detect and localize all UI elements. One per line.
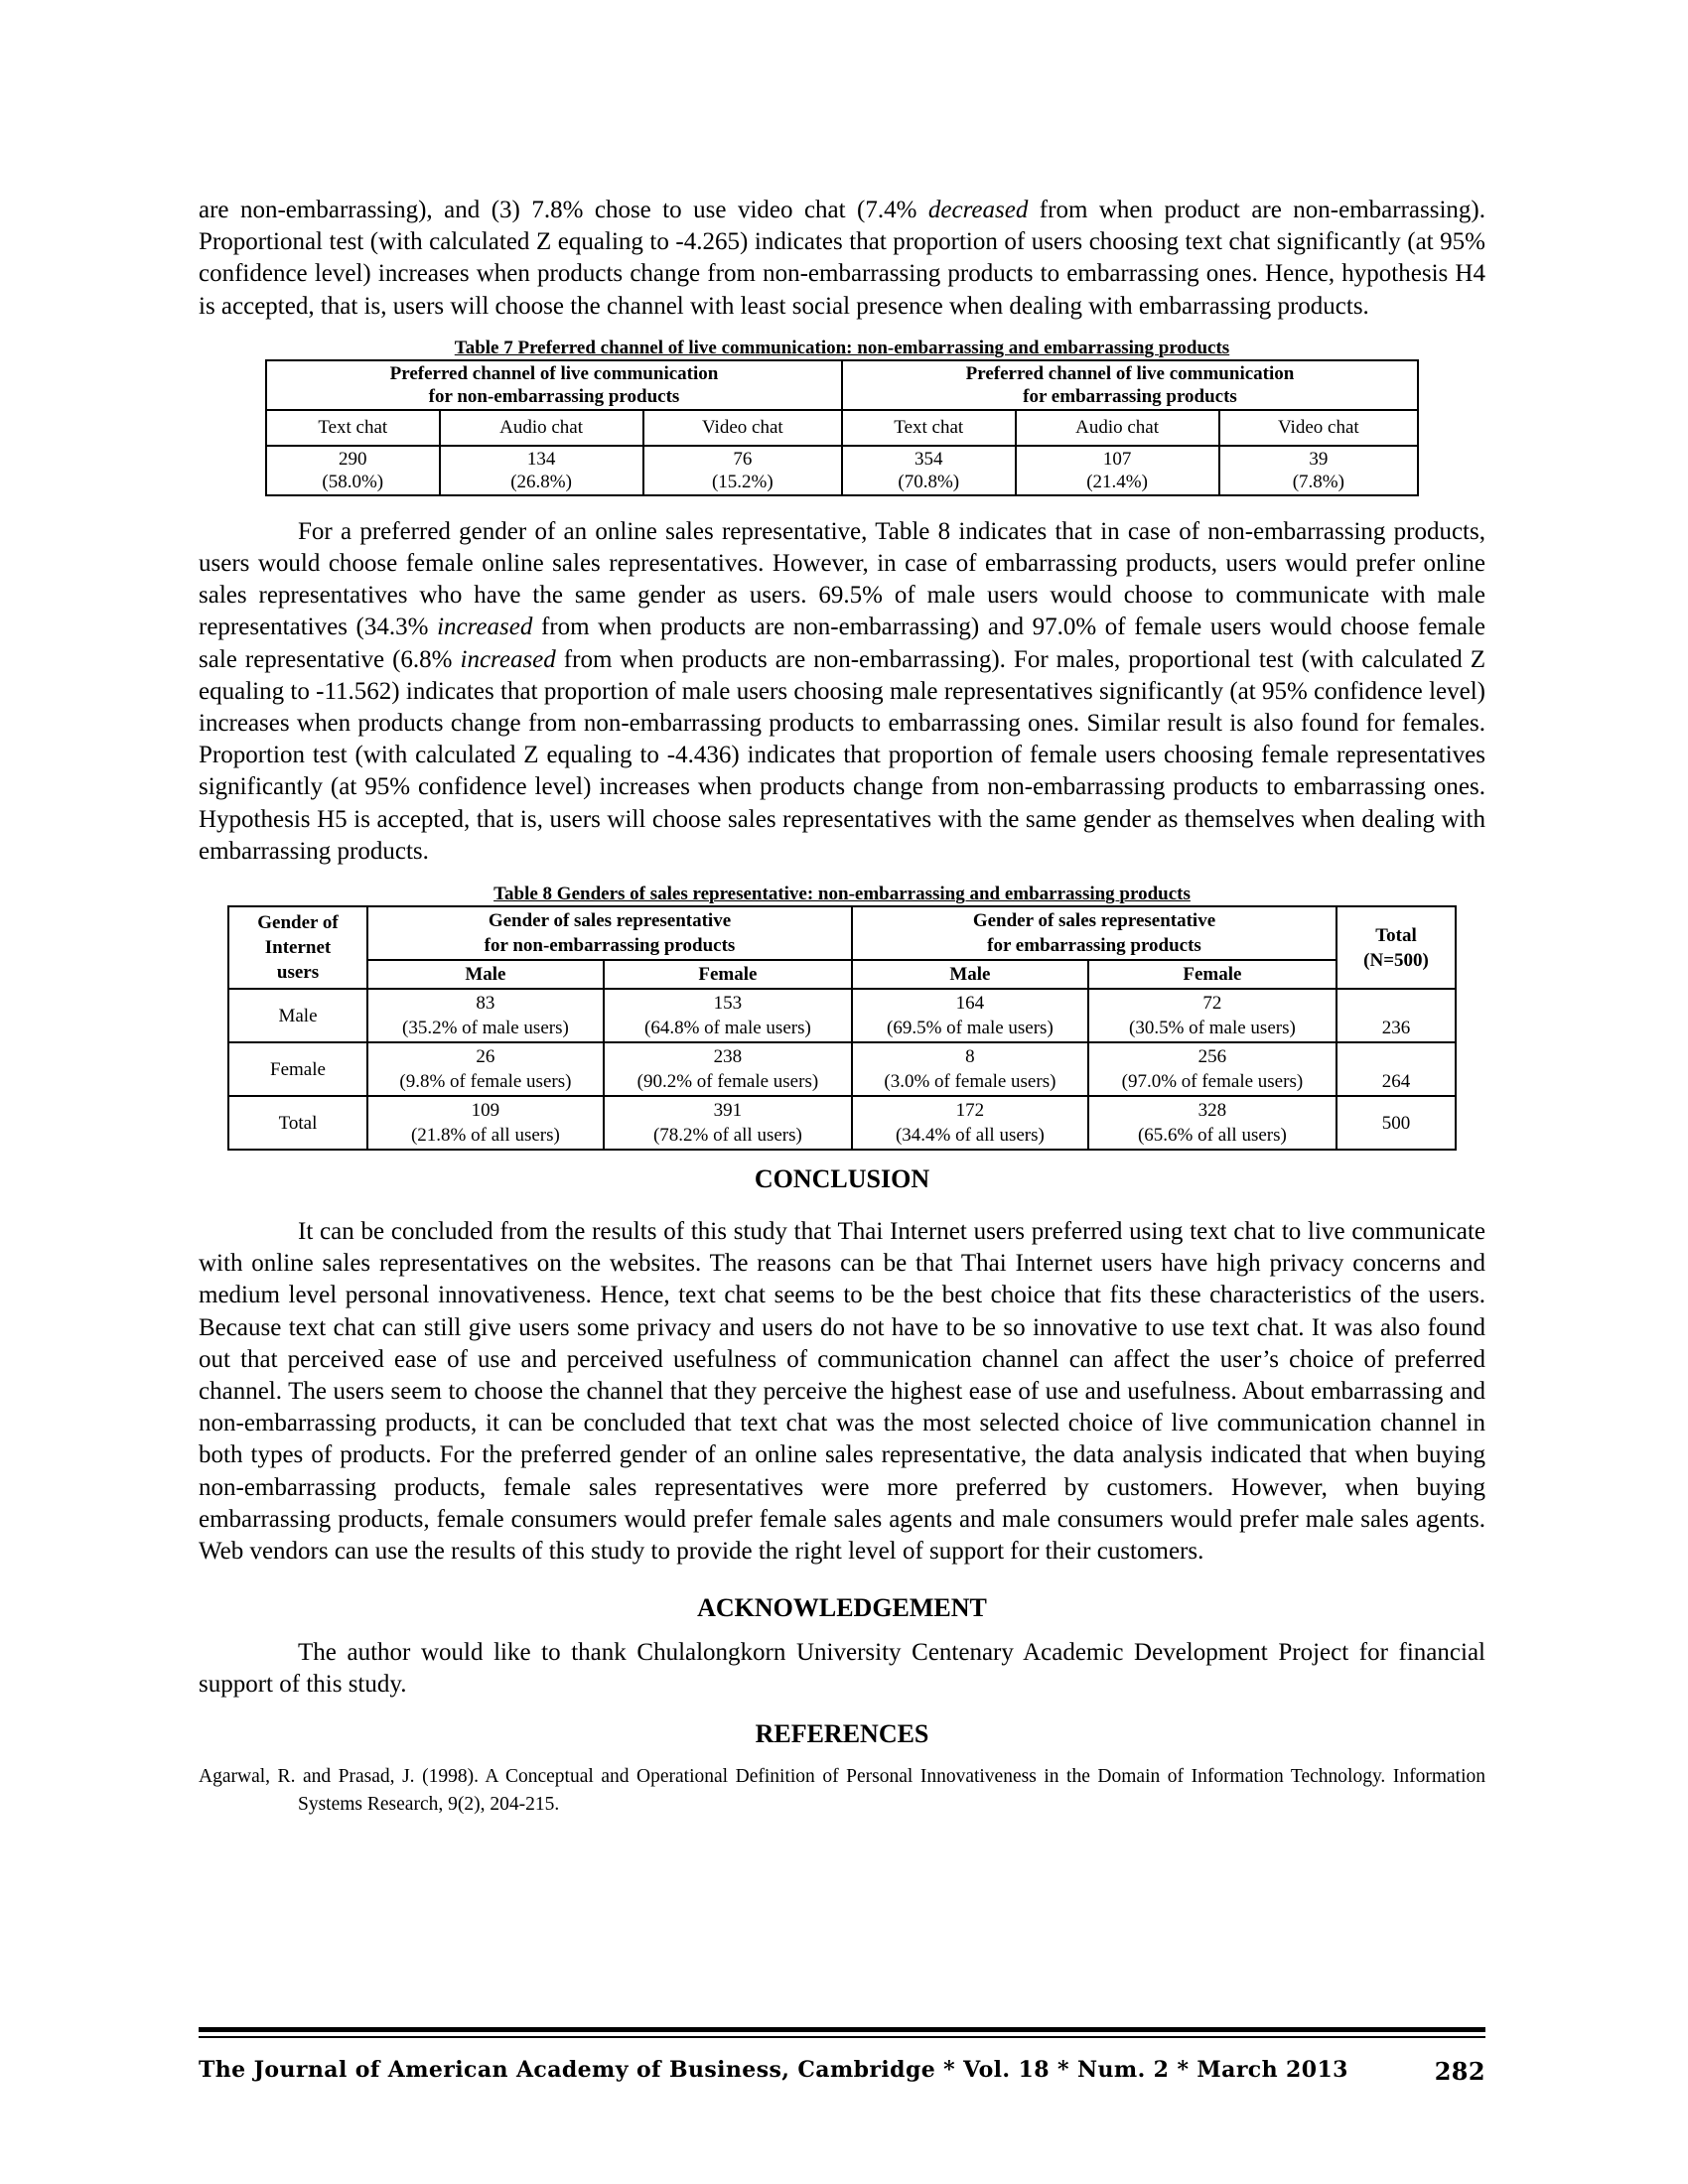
table7-caption: Table 7 Preferred channel of live communication: non-embarrassing and embarrassing products (454, 337, 1230, 358)
table7-cell (440, 446, 643, 495)
table8-cell (852, 989, 1088, 1042)
journal-footer (199, 2057, 1485, 2086)
table7-count: 290 (339, 448, 367, 470)
table8-corner-line3: users (276, 962, 320, 984)
para2-text-a: For a preferred gender of an online sales representative, Table 8 indicates that in case of non-embarrassing products, users would choose female online sales representatives. However, in case of embarrassing products, users would prefer online sales representatives who have the same gender as users. 69.5% of male users would choose to communicate with male representatives (34.3% (199, 517, 1485, 641)
table7-cell (1016, 446, 1219, 495)
table8-percent: (3.0% of female users) (884, 1071, 1056, 1093)
table8-total-line2: (N=500) (1363, 949, 1429, 971)
table8-count: 328 (1197, 1100, 1227, 1122)
table8-percent: (69.5% of male users) (887, 1018, 1054, 1039)
para2-text-b: from when products are non-embarrassing) and 97.0% of female users would choose female sale representative (6.8% (199, 614, 1486, 673)
table7-count: 107 (1102, 448, 1132, 470)
references-heading: REFERENCES (755, 1718, 929, 1748)
table7-group2-line2: for embarrassing products (1023, 385, 1237, 407)
table7-group1-line2: for non-embarrassing products (428, 385, 680, 407)
table7-col-header: Video chat (1219, 410, 1418, 446)
table7-cell (1219, 446, 1418, 495)
table8-row-label: Male (228, 989, 367, 1042)
table7-col-header: Text chat (842, 410, 1016, 446)
table8-group1-line2: for non-embarrassing products (484, 935, 736, 957)
table7 (265, 359, 1419, 496)
table8-count: 153 (713, 993, 743, 1015)
table8-cell (1088, 1042, 1336, 1096)
table7-count: 39 (1309, 448, 1329, 470)
footer-rule-thin (199, 2036, 1485, 2038)
para1-emphasis: decreased (927, 197, 1029, 223)
table7-column-row (266, 410, 1418, 446)
table7-col-header: Audio chat (1016, 410, 1219, 446)
table7-percent: (7.8%) (1292, 471, 1344, 492)
table7-percent: (21.4%) (1086, 471, 1148, 492)
table8-cell (367, 989, 604, 1042)
table8-total-cell: 236 (1336, 989, 1456, 1042)
table8-percent: (9.8% of female users) (399, 1071, 572, 1093)
table8-count: 109 (471, 1100, 500, 1122)
table8-count: 72 (1202, 993, 1222, 1015)
table7-percent: (58.0%) (322, 471, 384, 492)
table8-count: 164 (955, 993, 985, 1015)
page-content (199, 195, 1485, 1819)
table7-group1-line1: Preferred channel of live communication (389, 362, 719, 384)
footer-rule-thick (199, 2027, 1485, 2032)
table8-caption: Table 8 Genders of sales representative: non-embarrassing and embarrassing products (493, 884, 1191, 905)
table7-col-header: Video chat (643, 410, 842, 446)
table7-col-header: Text chat (266, 410, 440, 446)
table8-total-header (1336, 906, 1456, 989)
table8-count: 391 (713, 1100, 743, 1122)
table7-cell (842, 446, 1016, 495)
table7-count: 134 (526, 448, 556, 470)
table8-cell (1088, 1096, 1336, 1150)
table8-group2-line1: Gender of sales representative (972, 910, 1216, 932)
table7-col-header: Audio chat (440, 410, 643, 446)
table8-cell (852, 1042, 1088, 1096)
table8-percent: (78.2% of all users) (652, 1125, 802, 1147)
table7-percent: (70.8%) (898, 471, 960, 492)
conclusion-paragraph: It can be concluded from the results of this study that Thai Internet users preferred using text chat to live communicate with online sales representatives on the websites. The reasons can be that Thai Internet users have high privacy concerns and medium level personal innovativeness. Hence, text chat seems to be the best choice that fits these characteristics of the users. Because text chat can still give users some privacy and users do not have to be so innovative to use text chat. It was also found out that perceived ease of use and perceived usefulness of communication channel can affect the user’s choice of preferred channel. The users seem to choose the channel that they perceive the highest ease of use and usefulness. About embarrassing and non-embarrassing products, it can be concluded that text chat was the most selected choice of live communication channel in both types of products. For the preferred gender of an online sales representative, the data analysis indicated that when buying non-embarrassing products, female sales representatives were more preferred by customers. However, when buying embarrassing products, female consumers would prefer female sales agents and male consumers would prefer male sales agents. Web vendors can use the results of this study to provide the right level of support for their customers. (199, 1218, 1485, 1566)
table8-sub-header: Male (367, 960, 604, 989)
table8-count: 172 (955, 1100, 985, 1122)
table7-count: 76 (733, 448, 753, 470)
reference-item: Agarwal, R. and Prasad, J. (1998). A Conceptual and Operational Definition of Personal Innovativeness in the Domain of Information Technology. Information Systems Research, 9(2), 204-215. (199, 1765, 1485, 1815)
table8-group1-line1: Gender of sales representative (488, 910, 732, 932)
paragraph-h4-result (199, 195, 1485, 323)
table8-percent: (21.8% of all users) (410, 1125, 560, 1147)
table8-group-nonembarrassing (367, 906, 852, 960)
para2-emphasis-1: increased (437, 614, 533, 641)
table8-sub-header: Female (604, 960, 852, 989)
table8-group-embarrassing (852, 906, 1336, 960)
table8-cell (367, 1042, 604, 1096)
acknowledgement-heading: ACKNOWLEDGEMENT (697, 1593, 987, 1623)
table7-data-row (266, 446, 1418, 495)
table7-group2-line1: Preferred channel of live communication (965, 362, 1295, 384)
table7-percent: (26.8%) (510, 471, 572, 492)
table8 (227, 905, 1457, 1151)
table7-cell (643, 446, 842, 495)
para2-text-c: from when products are non-embarrassing). For males, proportional test (with calculated Z equaling to -11.562) indicates that proportion of male users choosing male representatives significantly (at 95% confidence level) increases when products change from non-embarrassing products to embarrassing ones. Similar result is also found for females. Proportion test (with calculated Z equaling to -4.436) indicates that proportion of female users choosing female representatives significantly (at 95% confidence level) increases when products change from non-embarrassing products to embarrassing ones. Hypothesis H5 is accepted, that is, users will choose sales representatives with the same gender as themselves when dealing with embarrassing products. (199, 645, 1485, 865)
page-number: 282 (1434, 2057, 1485, 2086)
table8-row-male (228, 989, 1456, 1042)
table8-cell (1088, 989, 1336, 1042)
table8-count: 238 (713, 1046, 743, 1068)
para1-text-b: from when product are non-embarrassing). Proportional test (with calculated Z equaling to -4.265) indicates that proportion of users choosing text chat significantly (at 95% confidence level) increases when products change from non-embarrassing products to embarrassing ones. Hence, hypothesis H4 is accepted, that is, users will choose the channel with least social presence when dealing with embarrassing products. (199, 197, 1485, 320)
table8-row-label: Total (228, 1096, 367, 1150)
table8-total-cell: 500 (1336, 1096, 1456, 1150)
table7-percent: (15.2%) (711, 471, 774, 492)
table8-row-total (228, 1096, 1456, 1150)
table7-group-embarrassing (842, 360, 1418, 410)
table8-total-cell: 264 (1336, 1042, 1456, 1096)
table8-row-female (228, 1042, 1456, 1096)
table8-percent: (30.5% of male users) (1129, 1018, 1296, 1039)
table8-percent: (90.2% of female users) (636, 1071, 819, 1093)
table8-corner-line2: Internet (264, 937, 332, 959)
table8-corner-header (228, 906, 367, 989)
table8-corner-line1: Gender of (257, 912, 339, 934)
table8-percent: (35.2% of male users) (402, 1018, 569, 1039)
table8-sub-header: Female (1088, 960, 1336, 989)
table8-row-label: Female (228, 1042, 367, 1096)
table8-cell (604, 1042, 852, 1096)
table7-count: 354 (914, 448, 943, 470)
paragraph-h5-result (199, 516, 1485, 868)
table8-percent: (97.0% of female users) (1121, 1071, 1304, 1093)
table7-group-row (266, 360, 1418, 410)
table8-group2-line2: for embarrassing products (987, 935, 1201, 957)
table7-group-nonembarrassing (266, 360, 842, 410)
table8-percent: (65.6% of all users) (1137, 1125, 1287, 1147)
table8-subheader-row (228, 960, 1456, 989)
table7-cell (266, 446, 440, 495)
table8-sub-header: Male (852, 960, 1088, 989)
table8-cell (367, 1096, 604, 1150)
table8-percent: (64.8% of male users) (644, 1018, 811, 1039)
table8-count: 256 (1197, 1046, 1227, 1068)
journal-citation: The Journal of American Academy of Business, Cambridge * Vol. 18 * Num. 2 * March 2013 (199, 2057, 1348, 2083)
table8-total-line1: Total (1375, 924, 1417, 946)
conclusion-heading: CONCLUSION (754, 1164, 930, 1194)
table8-cell (604, 989, 852, 1042)
para1-text-a: are non-embarrassing), and (3) 7.8% chose to use video chat (7.4% (199, 197, 928, 223)
acknowledgement-paragraph: The author would like to thank Chulalongkorn University Centenary Academic Development Project for financial support of this study. (199, 1639, 1485, 1699)
table8-cell (604, 1096, 852, 1150)
table8-count: 26 (476, 1046, 495, 1068)
table8-percent: (34.4% of all users) (895, 1125, 1045, 1147)
para2-emphasis-2: increased (460, 645, 556, 673)
table8-count: 83 (476, 993, 495, 1015)
table8-cell (852, 1096, 1088, 1150)
table8-group-row (228, 906, 1456, 960)
table8-count: 8 (965, 1046, 975, 1068)
